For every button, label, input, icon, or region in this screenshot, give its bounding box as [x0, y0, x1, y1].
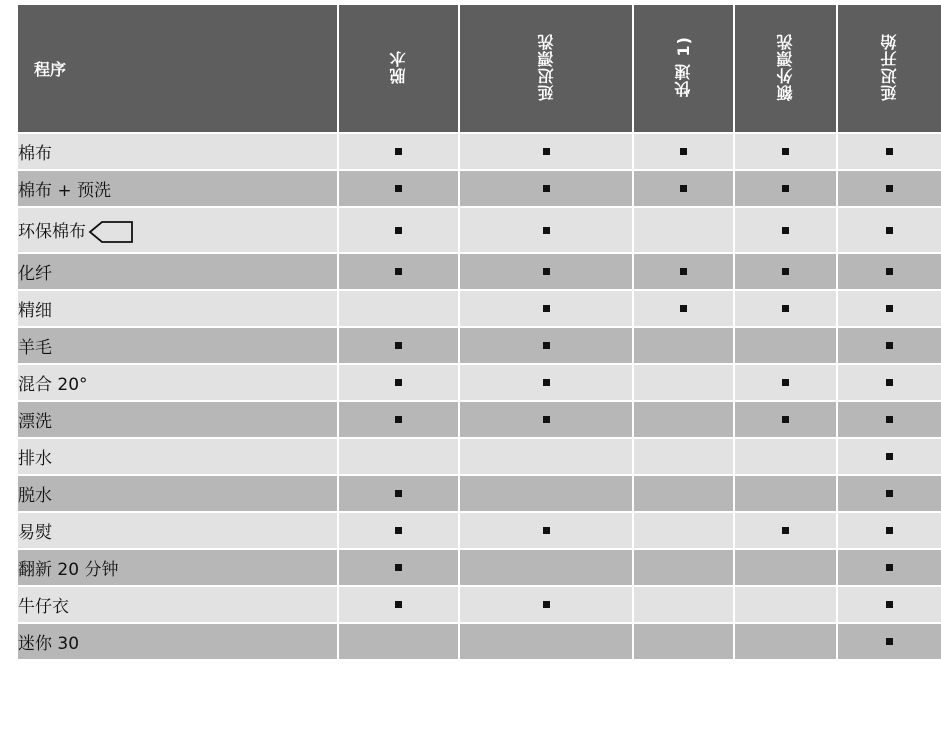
header-delay-start-label: 延迟开始: [880, 32, 899, 101]
program-name-cell: [18, 549, 338, 586]
table-row: [18, 207, 941, 253]
option-cell: [459, 207, 633, 253]
filled-square-icon: [886, 601, 893, 608]
program-name: 混合 20°: [18, 375, 88, 395]
table-row: [18, 290, 941, 327]
table-row: [18, 623, 941, 660]
program-name: 翻新 20 分钟: [18, 560, 119, 580]
filled-square-icon: [886, 342, 893, 349]
option-cell: [837, 475, 941, 512]
option-cell: [734, 549, 837, 586]
option-cell: [633, 253, 734, 290]
header-spin-label: 脱水: [389, 49, 408, 84]
filled-square-icon: [395, 185, 402, 192]
option-cell: [734, 364, 837, 401]
program-name-cell: [18, 438, 338, 475]
program-name: 棉布: [18, 144, 52, 164]
filled-square-icon: [886, 148, 893, 155]
option-cell: [734, 475, 837, 512]
table-row: [18, 512, 941, 549]
table-row: [18, 327, 941, 364]
table-row: [18, 170, 941, 207]
filled-square-icon: [395, 342, 402, 349]
option-cell: [734, 170, 837, 207]
option-cell: [338, 623, 459, 660]
program-name: 易熨: [18, 523, 52, 543]
header-delay-rinse: [459, 5, 633, 133]
program-name: 排水: [18, 449, 52, 469]
option-cell: [633, 438, 734, 475]
filled-square-icon: [782, 416, 789, 423]
table-row: [18, 401, 941, 438]
filled-square-icon: [782, 185, 789, 192]
option-cell: [734, 133, 837, 170]
program-name-cell: [18, 512, 338, 549]
filled-square-icon: [680, 268, 687, 275]
option-cell: [734, 586, 837, 623]
option-cell: [338, 290, 459, 327]
program-name-cell: [18, 327, 338, 364]
option-cell: [837, 364, 941, 401]
filled-square-icon: [543, 379, 550, 386]
program-name: 迷你 30: [18, 634, 80, 654]
filled-square-icon: [395, 268, 402, 275]
header-delay-rinse-label: 延迟漂洗: [536, 32, 556, 101]
option-cell: [633, 549, 734, 586]
header-extra-rinse: [734, 5, 837, 133]
option-cell: [459, 512, 633, 549]
option-cell: [633, 623, 734, 660]
filled-square-icon: [543, 185, 550, 192]
option-cell: [338, 133, 459, 170]
table-row: [18, 475, 941, 512]
filled-square-icon: [886, 305, 893, 312]
option-cell: [734, 401, 837, 438]
option-cell: [734, 327, 837, 364]
option-cell: [338, 207, 459, 253]
program-name-cell: [18, 586, 338, 623]
header-program: 程序: [18, 5, 338, 133]
program-name-cell: [18, 623, 338, 660]
filled-square-icon: [886, 490, 893, 497]
filled-square-icon: [543, 527, 550, 534]
option-cell: [459, 253, 633, 290]
option-cell: [837, 170, 941, 207]
option-cell: [459, 623, 633, 660]
option-cell: [459, 133, 633, 170]
filled-square-icon: [886, 268, 893, 275]
option-cell: [633, 290, 734, 327]
filled-square-icon: [886, 185, 893, 192]
program-name: 羊毛: [18, 338, 52, 358]
option-cell: [459, 170, 633, 207]
filled-square-icon: [543, 601, 550, 608]
option-cell: [633, 327, 734, 364]
option-cell: [837, 327, 941, 364]
filled-square-icon: [395, 601, 402, 608]
option-cell: [837, 290, 941, 327]
option-cell: [459, 549, 633, 586]
option-cell: [734, 290, 837, 327]
header-quick-label: 快速 1): [674, 35, 693, 97]
option-cell: [734, 438, 837, 475]
program-name-cell: [18, 207, 338, 253]
option-cell: [837, 207, 941, 253]
table-row: [18, 438, 941, 475]
filled-square-icon: [886, 638, 893, 645]
option-cell: [338, 438, 459, 475]
filled-square-icon: [395, 490, 402, 497]
option-cell: [734, 623, 837, 660]
option-cell: [459, 364, 633, 401]
program-name-cell: [18, 133, 338, 170]
option-cell: [338, 512, 459, 549]
table-body: [18, 133, 941, 660]
header-extra-rinse-label: 额外漂洗: [776, 32, 795, 101]
option-cell: [633, 170, 734, 207]
filled-square-icon: [782, 268, 789, 275]
option-cell: [837, 512, 941, 549]
option-cell: [633, 475, 734, 512]
filled-square-icon: [680, 148, 687, 155]
filled-square-icon: [395, 564, 402, 571]
option-cell: [459, 586, 633, 623]
filled-square-icon: [680, 305, 687, 312]
option-cell: [338, 586, 459, 623]
option-cell: [734, 207, 837, 253]
option-cell: [338, 549, 459, 586]
filled-square-icon: [543, 305, 550, 312]
option-cell: [459, 290, 633, 327]
filled-square-icon: [395, 527, 402, 534]
option-cell: [459, 401, 633, 438]
table-row: [18, 364, 941, 401]
option-cell: [837, 549, 941, 586]
option-cell: [338, 327, 459, 364]
filled-square-icon: [782, 227, 789, 234]
option-cell: [734, 253, 837, 290]
option-cell: [338, 253, 459, 290]
program-name-cell: [18, 401, 338, 438]
program-name: 环保棉布: [18, 221, 86, 242]
table-row: [18, 549, 941, 586]
table-row: [18, 253, 941, 290]
filled-square-icon: [886, 416, 893, 423]
option-cell: [633, 401, 734, 438]
filled-square-icon: [782, 305, 789, 312]
program-name-cell: [18, 253, 338, 290]
filled-square-icon: [782, 379, 789, 386]
program-name: 脱水: [18, 486, 52, 506]
option-cell: [837, 401, 941, 438]
program-name-cell: [18, 475, 338, 512]
filled-square-icon: [782, 527, 789, 534]
option-cell: [633, 364, 734, 401]
header-delay-start: [837, 5, 941, 133]
filled-square-icon: [886, 527, 893, 534]
program-name: 化纤: [18, 264, 52, 284]
option-cell: [633, 133, 734, 170]
option-cell: [459, 438, 633, 475]
option-cell: [459, 327, 633, 364]
program-name: 棉布 + 预洗: [18, 181, 112, 201]
option-cell: [837, 623, 941, 660]
option-cell: [633, 586, 734, 623]
program-options-table: [18, 5, 941, 661]
program-name-cell: [18, 170, 338, 207]
filled-square-icon: [543, 148, 550, 155]
filled-square-icon: [782, 148, 789, 155]
filled-square-icon: [543, 342, 550, 349]
table-header-row: [18, 5, 941, 133]
filled-square-icon: [886, 379, 893, 386]
option-cell: [459, 475, 633, 512]
filled-square-icon: [680, 185, 687, 192]
header-quick: [633, 5, 734, 133]
option-cell: [734, 512, 837, 549]
table-row: [18, 133, 941, 170]
option-cell: [837, 253, 941, 290]
header-spin: [338, 5, 459, 133]
filled-square-icon: [543, 268, 550, 275]
option-cell: [338, 170, 459, 207]
filled-square-icon: [543, 227, 550, 234]
filled-square-icon: [395, 416, 402, 423]
option-cell: [837, 438, 941, 475]
option-cell: [633, 512, 734, 549]
filled-square-icon: [886, 227, 893, 234]
option-cell: [338, 401, 459, 438]
program-name: 牛仔衣: [18, 597, 69, 617]
option-cell: [338, 475, 459, 512]
filled-square-icon: [395, 227, 402, 234]
program-name: 漂洗: [18, 412, 52, 432]
filled-square-icon: [543, 416, 550, 423]
filled-square-icon: [886, 564, 893, 571]
program-name-cell: [18, 290, 338, 327]
program-name: 精细: [18, 301, 52, 321]
filled-square-icon: [886, 453, 893, 460]
filled-square-icon: [395, 379, 402, 386]
program-name-cell: [18, 364, 338, 401]
option-cell: [837, 586, 941, 623]
option-cell: [633, 207, 734, 253]
filled-square-icon: [395, 148, 402, 155]
eco-tag-icon: [88, 220, 134, 244]
option-cell: [837, 133, 941, 170]
table-row: [18, 586, 941, 623]
option-cell: [338, 364, 459, 401]
